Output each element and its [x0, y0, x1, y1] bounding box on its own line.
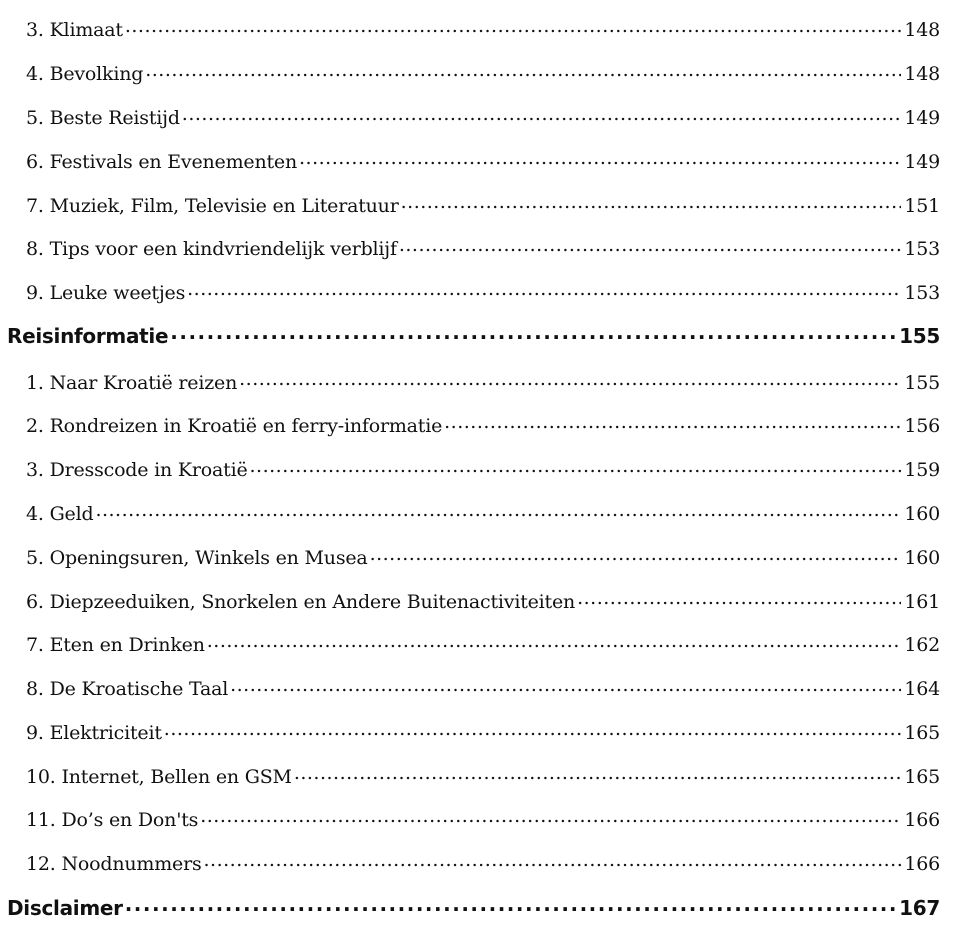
toc-dot-leader [444, 413, 901, 432]
toc-dot-leader [182, 105, 902, 124]
toc-dot-leader [145, 61, 901, 80]
toc-page-number: 149 [904, 107, 940, 129]
toc-entry-rondreizen[interactable] [26, 413, 940, 437]
toc-dot-leader [250, 457, 902, 476]
toc-entry-title: 3. Dresscode in Kroatië [26, 459, 248, 481]
toc-entry-title: 6. Diepzeeduiken, Snorkelen en Andere Buitenactiviteiten [26, 591, 576, 613]
toc-entry-title: 4. Bevolking [26, 63, 144, 85]
toc-dot-leader [170, 323, 896, 343]
toc-entry-dresscode[interactable] [26, 457, 940, 481]
toc-entry-internet[interactable] [26, 764, 940, 788]
toc-dot-leader [230, 676, 901, 695]
toc-entry-title: 9. Elektriciteit [26, 722, 162, 744]
toc-entry-title: 11. Do’s en Don'ts [26, 809, 199, 831]
toc-entry-title: 8. Tips voor een kindvriendelijk verblijf [26, 238, 397, 260]
toc-dot-leader [125, 17, 902, 36]
toc-entry-dos-en-donts[interactable] [26, 807, 940, 831]
toc-entry-title: 9. Leuke weetjes [26, 282, 186, 304]
toc-dot-leader [164, 720, 902, 739]
toc-entry-tips[interactable] [26, 236, 940, 260]
toc-dot-leader [294, 764, 902, 783]
toc-dot-leader [95, 501, 901, 520]
toc-entry-title: 1. Naar Kroatië reizen [26, 372, 238, 394]
toc-page-number: 153 [904, 238, 940, 260]
toc-entry-elektriciteit[interactable] [26, 720, 940, 744]
toc-page-number: 165 [904, 766, 940, 788]
toc-page-number: 148 [904, 19, 940, 41]
toc-entry-title: 3. Klimaat [26, 19, 123, 41]
toc-page-number: 161 [904, 591, 940, 613]
toc-page-number: 151 [904, 195, 940, 217]
toc-section-title: Disclaimer [7, 896, 123, 920]
toc-page-number: 160 [904, 503, 940, 525]
toc-dot-leader [401, 193, 902, 212]
toc-page-number: 167 [899, 896, 940, 920]
toc-page-number: 162 [904, 634, 940, 656]
toc-entry-naar-kroatie[interactable] [26, 370, 940, 394]
toc-section-disclaimer[interactable] [7, 895, 940, 920]
toc-entry-klimaat[interactable] [26, 17, 940, 41]
toc-page-number: 153 [904, 282, 940, 304]
toc-page-number: 166 [904, 853, 940, 875]
toc-page-number: 164 [904, 678, 940, 700]
toc-entry-title: 5. Beste Reistijd [26, 107, 180, 129]
toc-entry-title: 2. Rondreizen in Kroatië en ferry-informatie [26, 415, 443, 437]
toc-page-number: 155 [899, 324, 940, 348]
toc-dot-leader [187, 280, 901, 299]
toc-entry-bevolking[interactable] [26, 61, 940, 85]
toc-entry-title: 10. Internet, Bellen en GSM [26, 766, 292, 788]
toc-page-number: 159 [904, 459, 940, 481]
toc-dot-leader [200, 807, 901, 826]
toc-page-number: 156 [904, 415, 940, 437]
toc-entry-muziek[interactable] [26, 193, 940, 217]
toc-entry-title: 7. Eten en Drinken [26, 634, 205, 656]
toc-dot-leader [207, 632, 902, 651]
toc-page-number: 166 [904, 809, 940, 831]
toc-entry-geld[interactable] [26, 501, 940, 525]
toc-entry-festivals[interactable] [26, 149, 940, 173]
toc-entry-title: 4. Geld [26, 503, 94, 525]
toc-entry-diepzeeduiken[interactable] [26, 589, 940, 613]
toc-entry-title: 12. Noodnummers [26, 853, 202, 875]
toc-entry-title: 5. Openingsuren, Winkels en Musea [26, 547, 368, 569]
toc-dot-leader [204, 851, 902, 870]
toc-entry-title: 6. Festivals en Evenementen [26, 151, 298, 173]
toc-section-title: Reisinformatie [7, 324, 169, 348]
toc-entry-title: 7. Muziek, Film, Televisie en Literatuur [26, 195, 399, 217]
toc-entry-kroatische-taal[interactable] [26, 676, 940, 700]
toc-section-reisinformatie[interactable] [7, 323, 940, 348]
toc-dot-leader [299, 149, 901, 168]
toc-page-number: 148 [904, 63, 940, 85]
toc-entry-noodnummers[interactable] [26, 851, 940, 875]
toc-page-number: 165 [904, 722, 940, 744]
toc-entry-leuke-weetjes[interactable] [26, 280, 940, 304]
toc-dot-leader [125, 895, 896, 915]
toc-entry-title: 8. De Kroatische Taal [26, 678, 229, 700]
toc-page-number: 149 [904, 151, 940, 173]
toc-entry-openingsuren[interactable] [26, 545, 940, 569]
toc-entry-beste-reistijd[interactable] [26, 105, 940, 129]
toc-page-number: 155 [904, 372, 940, 394]
toc-page-number: 160 [904, 547, 940, 569]
toc-dot-leader [370, 545, 902, 564]
toc-dot-leader [399, 236, 901, 255]
toc-dot-leader [239, 370, 901, 389]
toc-entry-eten-en-drinken[interactable] [26, 632, 940, 656]
toc-dot-leader [577, 589, 901, 608]
